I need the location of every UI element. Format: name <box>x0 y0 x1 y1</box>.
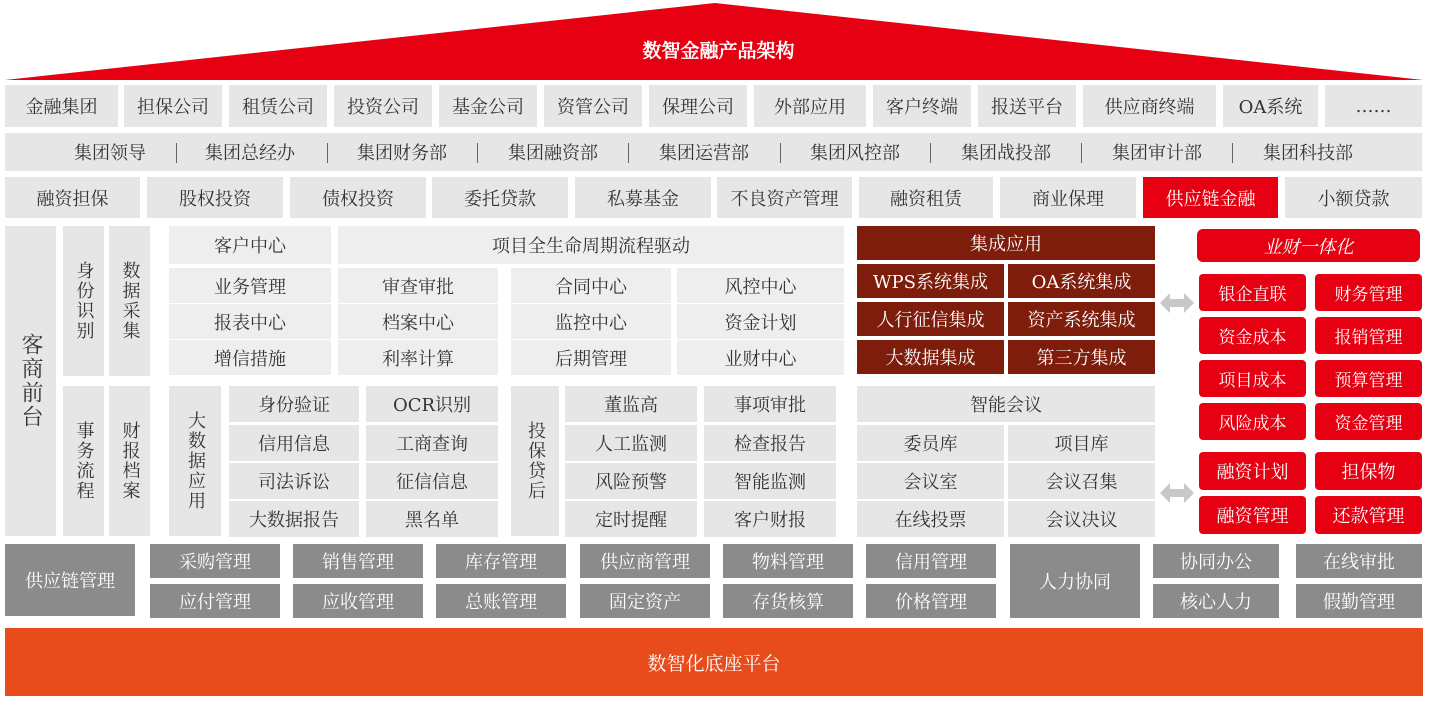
integration-item[interactable]: OA系统集成 <box>1008 264 1155 298</box>
bigdata-item[interactable]: 工商查询 <box>366 425 498 461</box>
department-item[interactable]: 集团科技部 <box>1263 143 1353 164</box>
postloan-item[interactable]: 人工监测 <box>565 425 697 461</box>
bigdata-item[interactable]: OCR识别 <box>366 386 498 422</box>
business-item[interactable]: 融资担保 <box>5 177 140 218</box>
upper-item[interactable]: 档案中心 <box>338 304 498 339</box>
upper-item[interactable]: 监控中心 <box>511 304 671 339</box>
finance-item[interactable]: 项目成本 <box>1199 360 1306 397</box>
bottom-item[interactable]: 应付管理 <box>150 584 280 618</box>
bigdata-item[interactable]: 大数据报告 <box>229 501 359 537</box>
bottom-item[interactable]: 核心人力 <box>1153 584 1279 618</box>
business-item[interactable]: 融资租赁 <box>859 177 993 218</box>
department-item[interactable]: 集团风控部 <box>810 143 900 164</box>
bottom-item[interactable]: 信用管理 <box>866 544 996 578</box>
bigdata-item[interactable]: 司法诉讼 <box>229 463 359 499</box>
department-item[interactable]: 集团总经办 <box>205 143 295 164</box>
bottom-item[interactable]: 应收管理 <box>293 584 423 618</box>
upper-item[interactable]: 报表中心 <box>169 304 331 339</box>
meeting-item[interactable]: 在线投票 <box>857 501 1004 537</box>
base-platform: 数智化底座平台 <box>5 628 1423 696</box>
row1-item[interactable]: …… <box>1325 85 1422 127</box>
finance-item[interactable]: 担保物 <box>1315 452 1422 490</box>
flow-label: 事务流程 <box>63 386 104 536</box>
bottom-item[interactable]: 物料管理 <box>723 544 853 578</box>
finance-item[interactable]: 资金管理 <box>1315 403 1422 440</box>
row1-item[interactable]: 金融集团 <box>5 85 118 127</box>
department-item[interactable]: 集团审计部 <box>1112 143 1202 164</box>
integration-item[interactable]: 第三方集成 <box>1008 340 1155 374</box>
bigdata-item[interactable]: 征信信息 <box>366 463 498 499</box>
meeting-title: 智能会议 <box>857 386 1155 422</box>
finance-item[interactable]: 风险成本 <box>1199 403 1306 440</box>
separator <box>1232 143 1233 163</box>
postloan-item[interactable]: 检查报告 <box>704 425 836 461</box>
separator <box>628 143 629 163</box>
business-item[interactable]: 商业保理 <box>1000 177 1136 218</box>
integration-item[interactable]: 人行征信集成 <box>857 302 1004 336</box>
finance-item[interactable]: 资金成本 <box>1199 317 1306 354</box>
upper-item[interactable]: 风控中心 <box>677 268 844 303</box>
meeting-item[interactable]: 委员库 <box>857 425 1004 461</box>
integration-item[interactable]: WPS系统集成 <box>857 264 1004 298</box>
business-item[interactable]: 债权投资 <box>290 177 426 218</box>
bottom-item[interactable]: 供应商管理 <box>580 544 710 578</box>
postloan-item[interactable]: 客户财报 <box>704 501 836 537</box>
upper-item[interactable]: 业财中心 <box>677 340 844 375</box>
row1-item[interactable]: 客户终端 <box>873 85 971 127</box>
business-item[interactable]: 不良资产管理 <box>717 177 852 218</box>
double-arrow-icon <box>1160 481 1194 505</box>
finance-item[interactable]: 财务管理 <box>1315 274 1422 311</box>
page-title: 数智金融产品架构 <box>642 40 795 62</box>
double-arrow-icon <box>1160 291 1194 315</box>
postloan-item[interactable]: 事项审批 <box>704 386 836 422</box>
finance-item[interactable]: 融资计划 <box>1199 452 1306 490</box>
lifecycle-header: 项目全生命周期流程驱动 <box>338 226 844 264</box>
archive-label: 财报档案 <box>109 386 150 536</box>
finance-item[interactable]: 银企直联 <box>1199 274 1306 311</box>
bottom-item[interactable]: 总账管理 <box>436 584 566 618</box>
upper-item[interactable]: 增信措施 <box>169 340 331 375</box>
separator <box>327 143 328 163</box>
postloan-item[interactable]: 定时提醒 <box>565 501 697 537</box>
bottom-item[interactable]: 采购管理 <box>150 544 280 578</box>
bigdata-item[interactable]: 黑名单 <box>366 501 498 537</box>
separator <box>1081 143 1082 163</box>
bottom-item[interactable]: 价格管理 <box>866 584 996 618</box>
meeting-item[interactable]: 项目库 <box>1008 425 1155 461</box>
separator <box>930 143 931 163</box>
bigdata-item[interactable]: 信用信息 <box>229 425 359 461</box>
customer-center[interactable]: 客户中心 <box>169 226 331 264</box>
bottom-item[interactable]: 库存管理 <box>436 544 566 578</box>
finance-title: 业财一体化 <box>1197 229 1420 262</box>
department-item[interactable]: 集团融资部 <box>508 143 598 164</box>
upper-item[interactable]: 资金计划 <box>677 304 844 339</box>
finance-item[interactable]: 预算管理 <box>1315 360 1422 397</box>
identity-label: 身份识别 <box>63 226 104 376</box>
meeting-item[interactable]: 会议召集 <box>1008 463 1155 499</box>
postloan-item[interactable]: 智能监测 <box>704 463 836 499</box>
department-item[interactable]: 集团运营部 <box>659 143 749 164</box>
business-item[interactable]: 委托贷款 <box>432 177 568 218</box>
business-item[interactable]: 股权投资 <box>147 177 283 218</box>
bottom-item[interactable]: 销售管理 <box>293 544 423 578</box>
supply-chain-label[interactable]: 供应链管理 <box>5 544 135 616</box>
row1-item[interactable]: 供应商终端 <box>1083 85 1216 127</box>
row1-item[interactable]: 租赁公司 <box>229 85 327 127</box>
row1-item[interactable]: 投资公司 <box>334 85 432 127</box>
separator <box>780 143 781 163</box>
meeting-item[interactable]: 会议室 <box>857 463 1004 499</box>
bottom-item[interactable]: 存货核算 <box>723 584 853 618</box>
department-item[interactable]: 集团财务部 <box>357 143 447 164</box>
postloan-item[interactable]: 风险预警 <box>565 463 697 499</box>
hr-collab[interactable]: 人力协同 <box>1010 544 1140 618</box>
customer-front-label: 客商前台 <box>5 226 56 536</box>
separator <box>477 143 478 163</box>
upper-item[interactable]: 业务管理 <box>169 268 331 303</box>
bottom-item[interactable]: 协同办公 <box>1153 544 1279 578</box>
row1-item[interactable]: 担保公司 <box>124 85 222 127</box>
postloan-label: 投保贷后 <box>511 386 559 536</box>
department-item[interactable]: 集团领导 <box>74 143 146 164</box>
finance-item[interactable]: 报销管理 <box>1315 317 1422 354</box>
upper-item[interactable]: 后期管理 <box>511 340 671 375</box>
row1-item[interactable]: 报送平台 <box>978 85 1076 127</box>
integration-item[interactable]: 大数据集成 <box>857 340 1004 374</box>
row1-item[interactable]: 基金公司 <box>439 85 537 127</box>
business-item[interactable]: 小额贷款 <box>1285 177 1422 218</box>
finance-item[interactable]: 融资管理 <box>1199 496 1306 534</box>
separator <box>176 143 177 163</box>
row1-item[interactable]: 保理公司 <box>649 85 747 127</box>
bottom-item[interactable]: 在线审批 <box>1296 544 1422 578</box>
finance-item[interactable]: 还款管理 <box>1315 496 1422 534</box>
row1-item[interactable]: 外部应用 <box>754 85 866 127</box>
postloan-item[interactable]: 董监高 <box>565 386 697 422</box>
data-collect-label: 数据采集 <box>109 226 150 376</box>
meeting-item[interactable]: 会议决议 <box>1008 501 1155 537</box>
department-item[interactable]: 集团战投部 <box>961 143 1051 164</box>
bigdata-item[interactable]: 身份验证 <box>229 386 359 422</box>
bottom-item[interactable]: 假勤管理 <box>1296 584 1422 618</box>
integration-item[interactable]: 资产系统集成 <box>1008 302 1155 336</box>
upper-item[interactable]: 合同中心 <box>511 268 671 303</box>
upper-item[interactable]: 审查审批 <box>338 268 498 303</box>
bigdata-label: 大数据应用 <box>169 386 221 536</box>
business-item[interactable]: 私募基金 <box>575 177 711 218</box>
business-item-highlight[interactable]: 供应链金融 <box>1143 177 1278 218</box>
row1-item[interactable]: 资管公司 <box>544 85 642 127</box>
row1-item[interactable]: OA系统 <box>1223 85 1318 127</box>
upper-item[interactable]: 利率计算 <box>338 340 498 375</box>
integration-title: 集成应用 <box>857 226 1155 260</box>
bottom-item[interactable]: 固定资产 <box>580 584 710 618</box>
